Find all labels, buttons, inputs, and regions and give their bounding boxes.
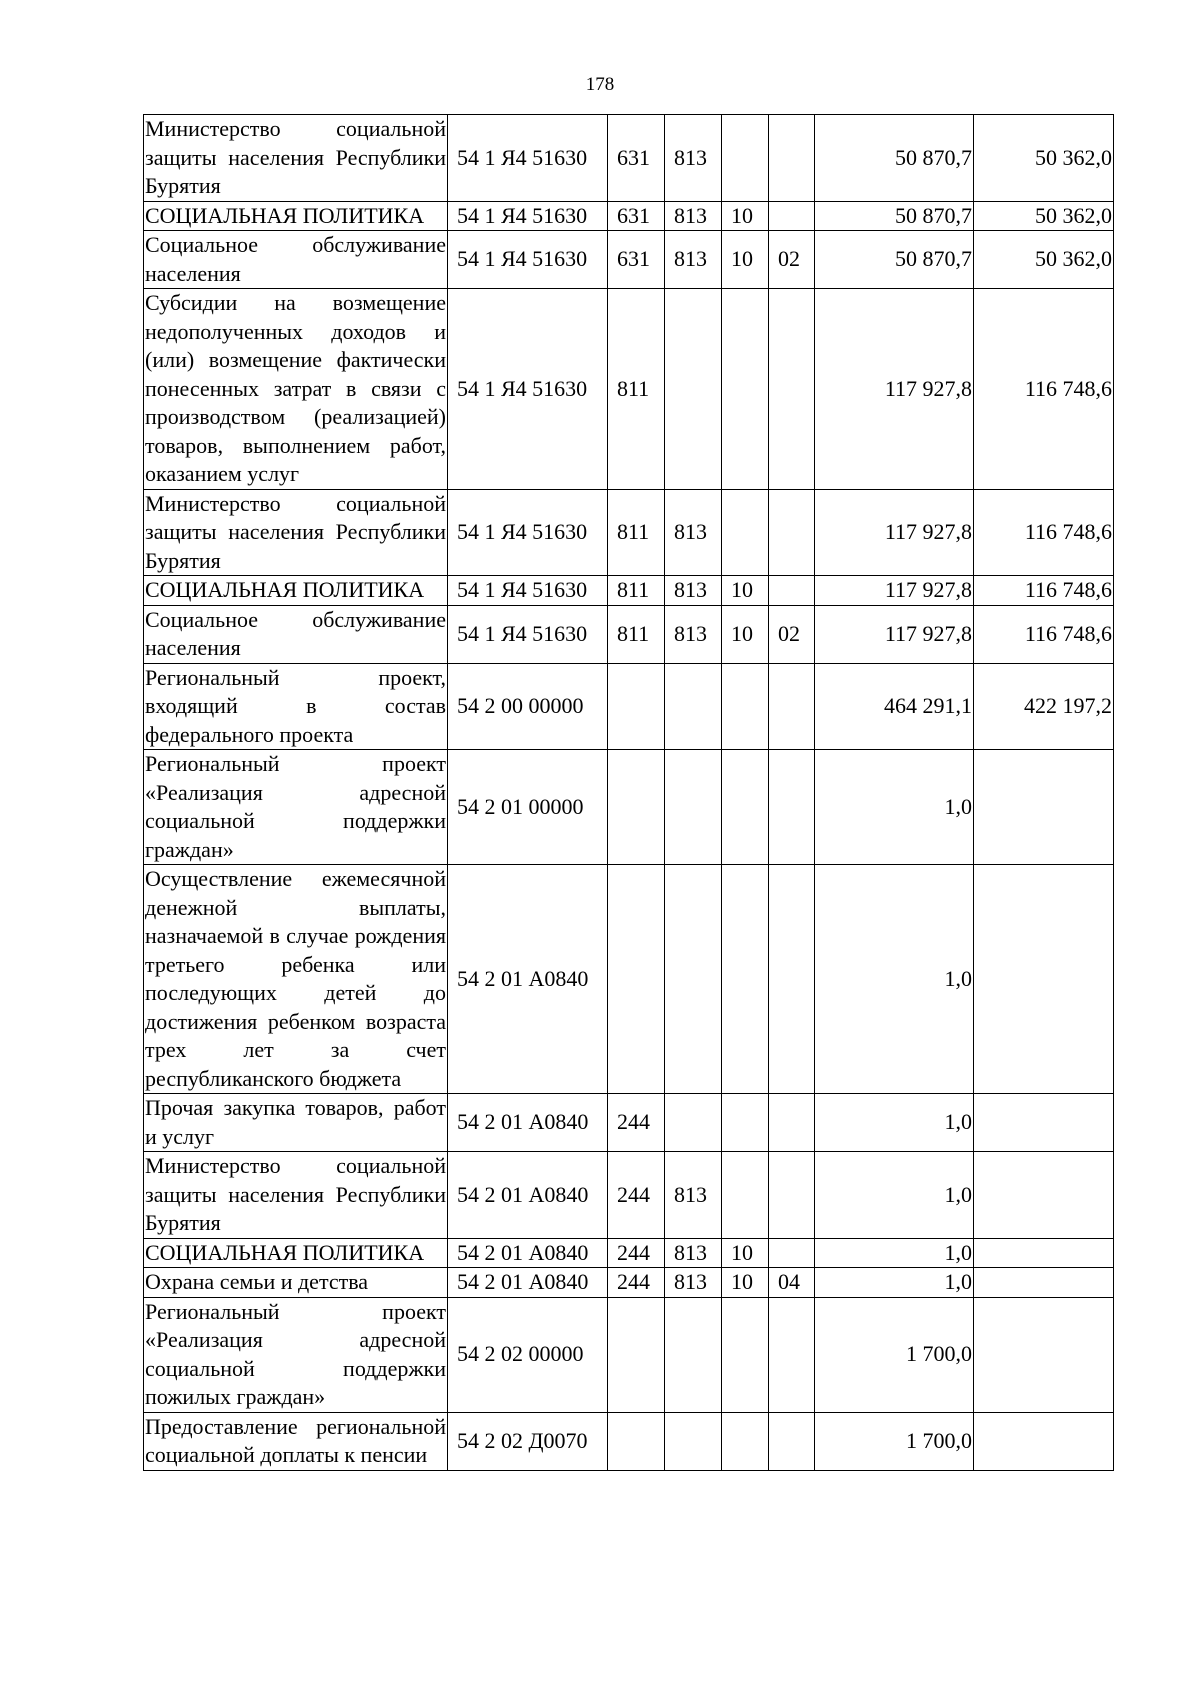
subsection-code (769, 663, 815, 750)
target-article-code: 54 1 Я4 51630 (448, 605, 608, 663)
amount-year-2 (974, 1238, 1114, 1268)
target-article-code: 54 2 01 А0840 (448, 1152, 608, 1239)
amount-year-2 (974, 1094, 1114, 1152)
row-name: СОЦИАЛЬНАЯ ПОЛИТИКА (144, 576, 448, 606)
table-row (144, 576, 1114, 606)
section-code: 10 (722, 201, 769, 231)
row-name: СОЦИАЛЬНАЯ ПОЛИТИКА (144, 1238, 448, 1268)
subsection-code (769, 1238, 815, 1268)
amount-year-1: 117 927,8 (815, 576, 974, 606)
amount-year-1: 1 700,0 (815, 1297, 974, 1412)
section-code: 10 (722, 231, 769, 289)
section-code: 10 (722, 1268, 769, 1298)
table-row (144, 605, 1114, 663)
ministry-code (665, 1094, 722, 1152)
table-row (144, 1152, 1114, 1239)
table-row (144, 750, 1114, 865)
target-article-code: 54 1 Я4 51630 (448, 489, 608, 576)
expense-type-code: 244 (608, 1152, 665, 1239)
budget-table (143, 114, 1114, 1471)
table-row (144, 1412, 1114, 1470)
target-article-code: 54 2 02 00000 (448, 1297, 608, 1412)
amount-year-2: 50 362,0 (974, 231, 1114, 289)
amount-year-2: 116 748,6 (974, 576, 1114, 606)
amount-year-2: 50 362,0 (974, 201, 1114, 231)
table-row (144, 201, 1114, 231)
expense-type-code: 244 (608, 1268, 665, 1298)
expense-type-code (608, 663, 665, 750)
section-code (722, 1412, 769, 1470)
subsection-code: 04 (769, 1268, 815, 1298)
target-article-code: 54 1 Я4 51630 (448, 289, 608, 490)
amount-year-1: 1,0 (815, 1268, 974, 1298)
ministry-code: 813 (665, 576, 722, 606)
target-article-code: 54 1 Я4 51630 (448, 231, 608, 289)
row-name: Министерство социальной защиты населения Республики Бурятия (144, 115, 448, 202)
table-row (144, 1297, 1114, 1412)
amount-year-2: 422 197,2 (974, 663, 1114, 750)
ministry-code (665, 663, 722, 750)
expense-type-code: 811 (608, 605, 665, 663)
target-article-code: 54 2 01 А0840 (448, 1094, 608, 1152)
table-row (144, 489, 1114, 576)
expense-type-code: 811 (608, 289, 665, 490)
expense-type-code (608, 1412, 665, 1470)
target-article-code: 54 2 00 00000 (448, 663, 608, 750)
amount-year-1: 1,0 (815, 750, 974, 865)
expense-type-code: 244 (608, 1094, 665, 1152)
section-code: 10 (722, 605, 769, 663)
target-article-code: 54 2 01 00000 (448, 750, 608, 865)
amount-year-1: 1 700,0 (815, 1412, 974, 1470)
section-code (722, 489, 769, 576)
amount-year-1: 117 927,8 (815, 489, 974, 576)
amount-year-2: 50 362,0 (974, 115, 1114, 202)
row-name: Региональный проект «Реализация адресной социальной поддержки граждан» (144, 750, 448, 865)
amount-year-2 (974, 1268, 1114, 1298)
section-code: 10 (722, 576, 769, 606)
page-number: 178 (585, 74, 615, 95)
row-name: Социальное обслуживание населения (144, 605, 448, 663)
amount-year-1: 1,0 (815, 1094, 974, 1152)
target-article-code: 54 1 Я4 51630 (448, 201, 608, 231)
table-row (144, 231, 1114, 289)
expense-type-code: 631 (608, 115, 665, 202)
amount-year-2 (974, 1297, 1114, 1412)
table-row (144, 865, 1114, 1094)
subsection-code (769, 576, 815, 606)
subsection-code (769, 201, 815, 231)
amount-year-2 (974, 1412, 1114, 1470)
ministry-code: 813 (665, 1238, 722, 1268)
expense-type-code: 811 (608, 489, 665, 576)
section-code (722, 1094, 769, 1152)
ministry-code (665, 289, 722, 490)
row-name: СОЦИАЛЬНАЯ ПОЛИТИКА (144, 201, 448, 231)
amount-year-2 (974, 750, 1114, 865)
table-row (144, 289, 1114, 490)
table-row (144, 115, 1114, 202)
amount-year-2: 116 748,6 (974, 605, 1114, 663)
section-code (722, 289, 769, 490)
subsection-code: 02 (769, 605, 815, 663)
amount-year-1: 464 291,1 (815, 663, 974, 750)
table-row (144, 1268, 1114, 1298)
table-body (144, 115, 1114, 1471)
subsection-code (769, 1412, 815, 1470)
section-code (722, 750, 769, 865)
target-article-code: 54 1 Я4 51630 (448, 115, 608, 202)
target-article-code: 54 2 01 А0840 (448, 1268, 608, 1298)
amount-year-1: 1,0 (815, 1238, 974, 1268)
section-code (722, 865, 769, 1094)
expense-type-code (608, 1297, 665, 1412)
table-row (144, 1094, 1114, 1152)
amount-year-1: 117 927,8 (815, 605, 974, 663)
expense-type-code: 244 (608, 1238, 665, 1268)
amount-year-1: 1,0 (815, 1152, 974, 1239)
subsection-code (769, 489, 815, 576)
row-name: Министерство социальной защиты населения Республики Бурятия (144, 1152, 448, 1239)
subsection-code: 02 (769, 231, 815, 289)
target-article-code: 54 2 01 А0840 (448, 865, 608, 1094)
ministry-code: 813 (665, 489, 722, 576)
amount-year-2: 116 748,6 (974, 289, 1114, 490)
section-code (722, 1297, 769, 1412)
row-name: Субсидии на возмещение недополученных доходов и (или) возмещение фактически понесенных затрат в связи с производством (реализацией) товаров, выполнением работ, оказанием услуг (144, 289, 448, 490)
subsection-code (769, 115, 815, 202)
amount-year-1: 50 870,7 (815, 201, 974, 231)
expense-type-code (608, 865, 665, 1094)
amount-year-1: 50 870,7 (815, 115, 974, 202)
target-article-code: 54 2 01 А0840 (448, 1238, 608, 1268)
ministry-code (665, 865, 722, 1094)
ministry-code: 813 (665, 201, 722, 231)
row-name: Социальное обслуживание населения (144, 231, 448, 289)
row-name: Региональный проект «Реализация адресной социальной поддержки пожилых граждан» (144, 1297, 448, 1412)
subsection-code (769, 865, 815, 1094)
expense-type-code: 631 (608, 201, 665, 231)
subsection-code (769, 289, 815, 490)
ministry-code (665, 1297, 722, 1412)
ministry-code: 813 (665, 231, 722, 289)
table-row (144, 1238, 1114, 1268)
expense-type-code (608, 750, 665, 865)
amount-year-2: 116 748,6 (974, 489, 1114, 576)
amount-year-1: 50 870,7 (815, 231, 974, 289)
section-code: 10 (722, 1238, 769, 1268)
row-name: Предоставление региональной социальной доплаты к пенсии (144, 1412, 448, 1470)
section-code (722, 115, 769, 202)
row-name: Региональный проект, входящий в состав федерального проекта (144, 663, 448, 750)
subsection-code (769, 1094, 815, 1152)
row-name: Министерство социальной защиты населения Республики Бурятия (144, 489, 448, 576)
amount-year-1: 1,0 (815, 865, 974, 1094)
target-article-code: 54 1 Я4 51630 (448, 576, 608, 606)
table-row (144, 663, 1114, 750)
amount-year-2 (974, 865, 1114, 1094)
subsection-code (769, 750, 815, 865)
ministry-code: 813 (665, 1268, 722, 1298)
target-article-code: 54 2 02 Д0070 (448, 1412, 608, 1470)
ministry-code: 813 (665, 1152, 722, 1239)
subsection-code (769, 1297, 815, 1412)
row-name: Охрана семьи и детства (144, 1268, 448, 1298)
ministry-code (665, 750, 722, 865)
section-code (722, 1152, 769, 1239)
expense-type-code: 811 (608, 576, 665, 606)
row-name: Прочая закупка товаров, работ и услуг (144, 1094, 448, 1152)
expense-type-code: 631 (608, 231, 665, 289)
amount-year-1: 117 927,8 (815, 289, 974, 490)
amount-year-2 (974, 1152, 1114, 1239)
ministry-code: 813 (665, 115, 722, 202)
ministry-code: 813 (665, 605, 722, 663)
subsection-code (769, 1152, 815, 1239)
section-code (722, 663, 769, 750)
row-name: Осуществление ежемесячной денежной выплаты, назначаемой в случае рождения третьего ребенка или последующих детей до достижения ребенком возраста трех лет за счет республиканского бюджета (144, 865, 448, 1094)
ministry-code (665, 1412, 722, 1470)
